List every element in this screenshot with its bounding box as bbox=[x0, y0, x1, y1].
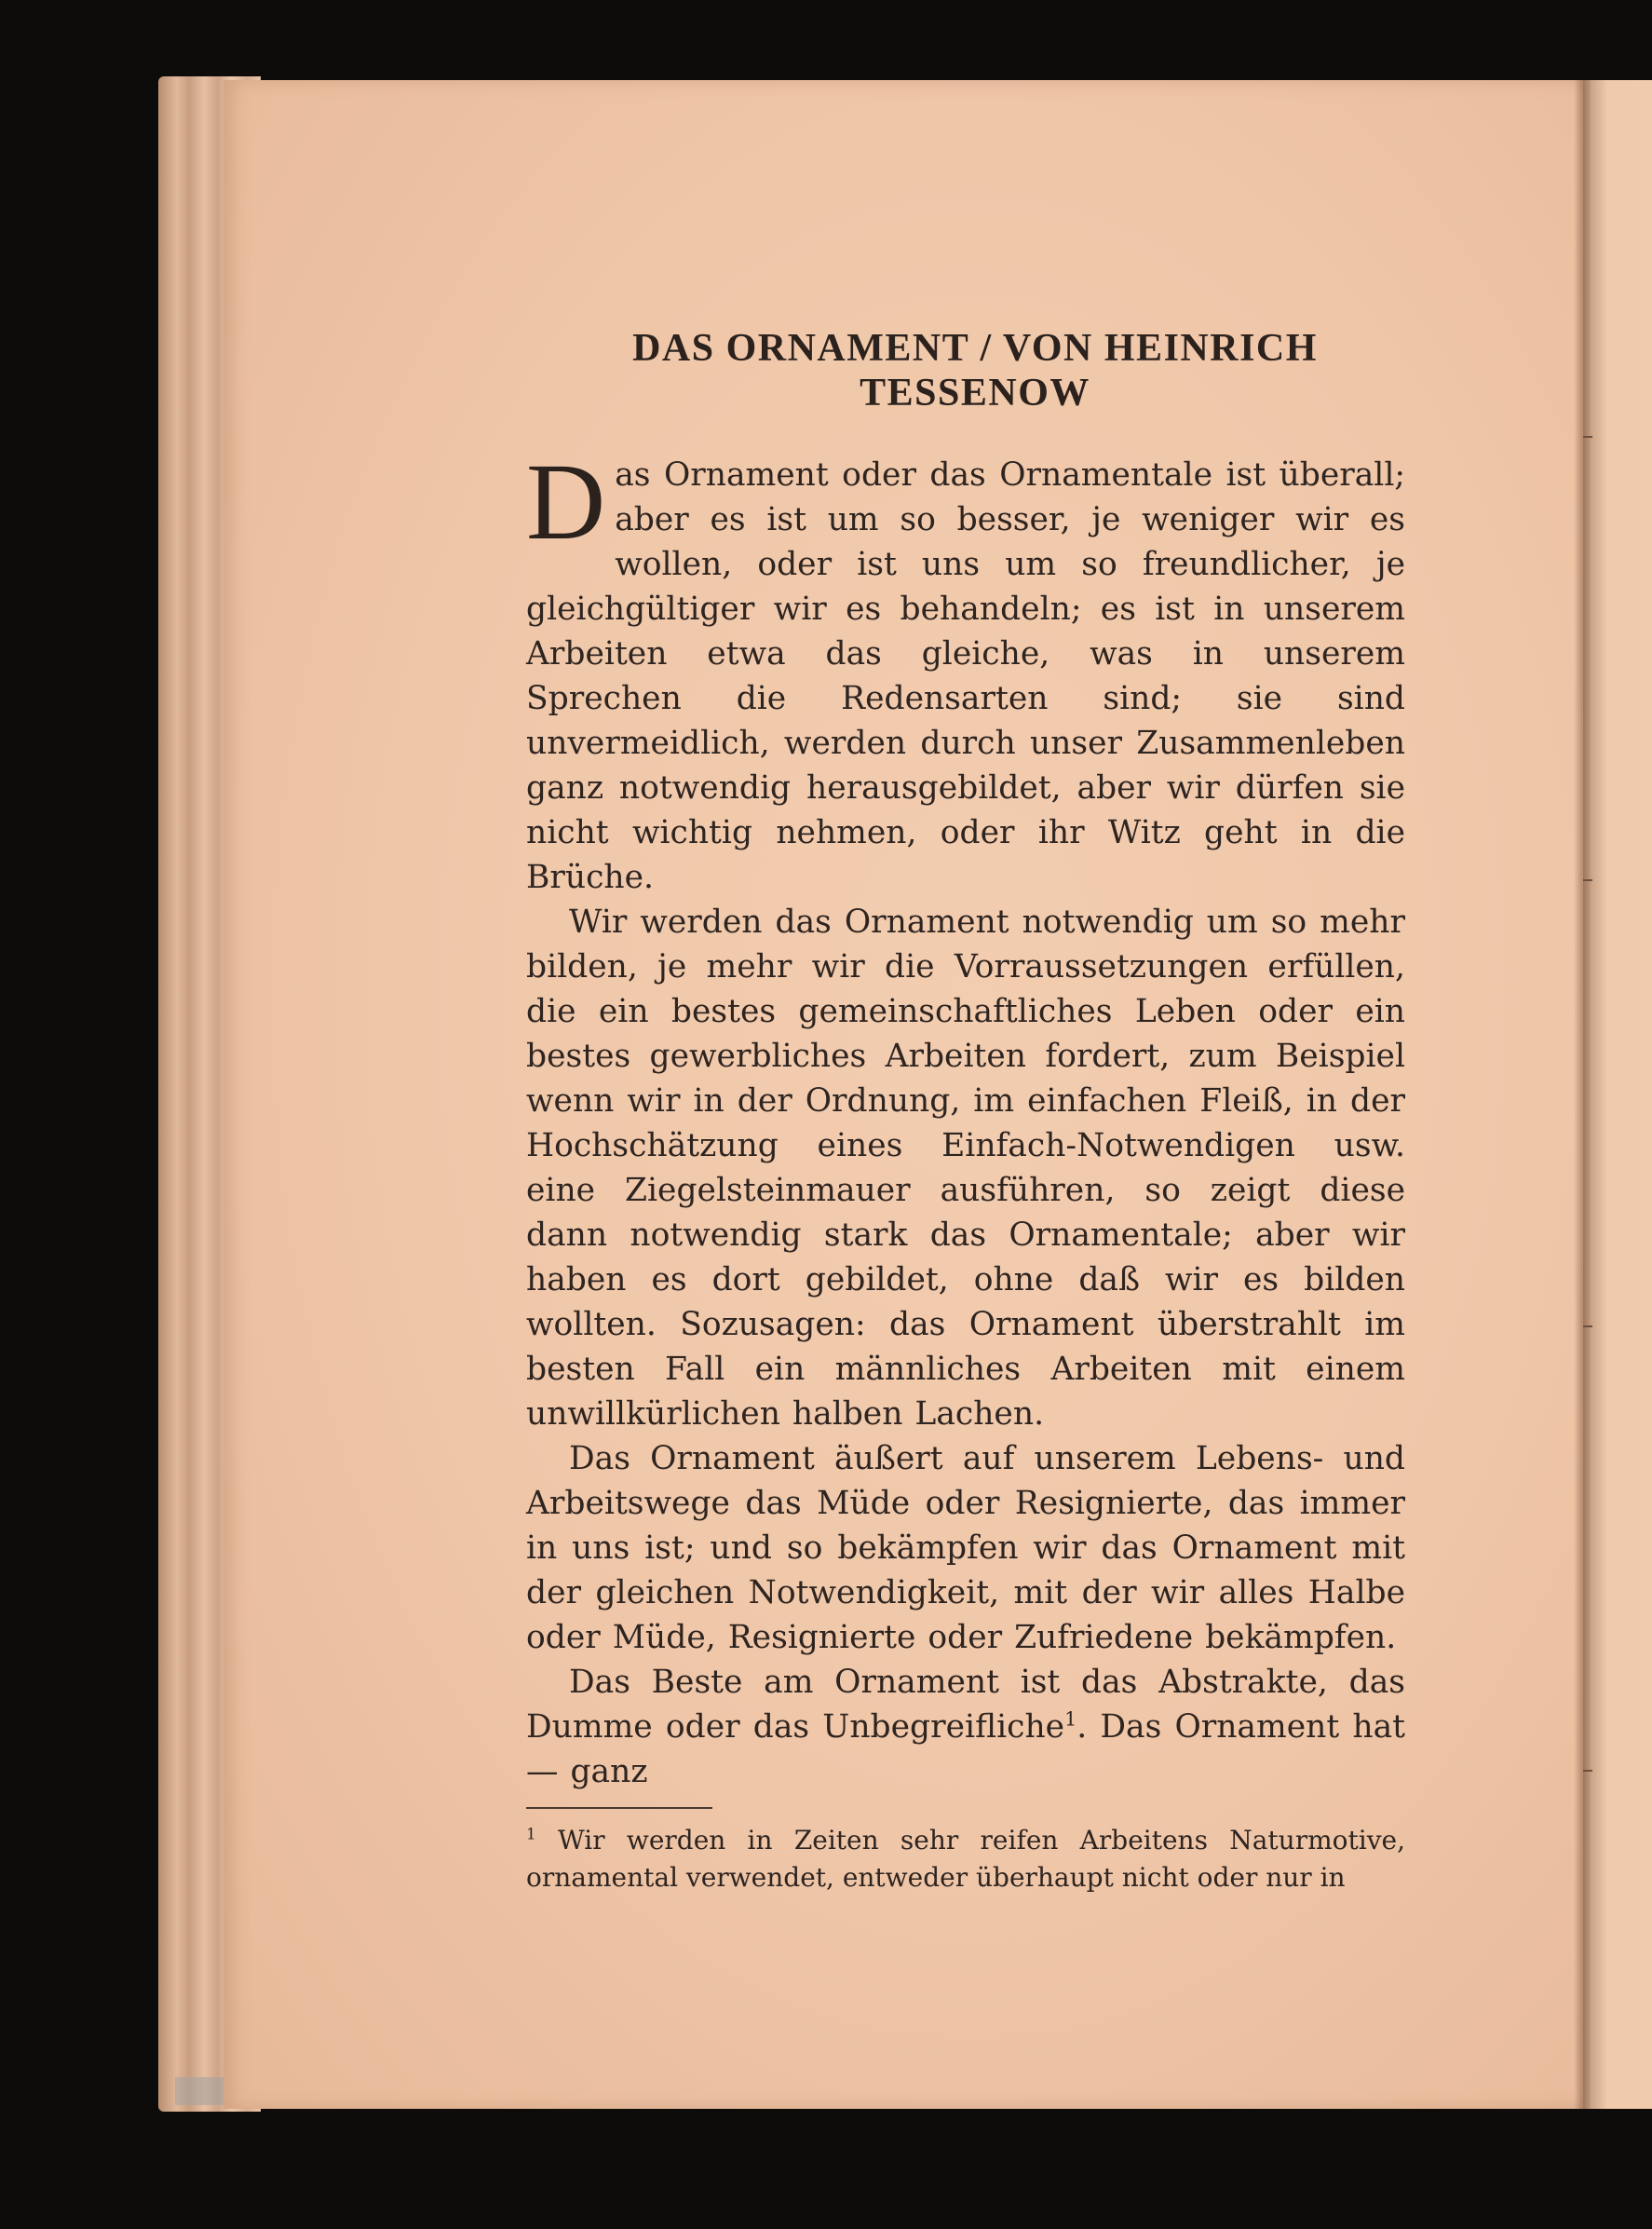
footnote bbox=[526, 1822, 1405, 1896]
footnote-text: Wir werden in Zeiten sehr reifen Arbeitens Naturmotive, ornamental verwendet, entweder überhaupt nicht oder nur in bbox=[526, 1825, 1405, 1893]
paragraph-2-text: Wir werden das Ornament notwendig um so mehr bilden, je mehr wir die Vorraussetzungen erfüllen, die ein bestes gemeinschaftliches Leben oder ein bestes gewerbliches Arbeiten fordert, zum Beispiel wenn wir in der Ordnung, im einfachen Fleiß, in der Hochschätzung eines Einfach-Notwendigen usw. eine Ziegelsteinmauer ausführen, so zeigt diese dann notwendig stark das Ornamentale; aber wir haben es dort gebildet, ohne daß wir es bilden wollten. Sozusagen: das Ornament überstrahlt im besten Fall ein männliches Arbeiten mit einem unwillkürlichen halben Lachen. bbox=[526, 904, 1405, 1433]
title-line-2: TESSENOW bbox=[860, 372, 1090, 415]
drop-cap: D bbox=[526, 441, 606, 563]
title-line-1: DAS ORNAMENT / VON HEINRICH bbox=[632, 327, 1318, 370]
paragraph-2 bbox=[526, 900, 1405, 1436]
footnote-reference: 1 bbox=[1064, 1707, 1077, 1731]
text-block bbox=[526, 326, 1405, 1896]
footnote-marker: 1 bbox=[526, 1824, 536, 1843]
footnote-rule bbox=[526, 1807, 712, 1809]
paragraph-4-text-continued: . Das Ornament hat — ganz bbox=[526, 1708, 1406, 1790]
page-mark bbox=[1583, 1325, 1592, 1327]
page-mark bbox=[1583, 436, 1592, 438]
paragraph-3-text: Das Ornament äußert auf unserem Lebens- und Arbeitswege das Müde oder Resignierte, das immer in uns ist; und so bekämpfen wir das Ornament mit der gleichen Notwendigkeit, mit der wir alles Halbe oder Müde, Resignierte oder Zufriedene bekämpfen. bbox=[526, 1440, 1405, 1656]
book-gutter bbox=[1574, 80, 1591, 2109]
paragraph-3 bbox=[526, 1436, 1405, 1660]
paragraph-1-text: as Ornament oder das Ornamentale ist überall; aber es ist um so besser, je weniger wir es wollen, oder ist uns um so freundlicher, je gleichgültiger wir es behandeln; es ist in unserem Arbeiten etwa das gleiche, was in unserem Sprechen die Redensarten sind; sie sind unvermeidlich, werden durch unser Zusammenleben ganz notwendig herausgebildet, aber wir dürfen sie nicht wichtig nehmen, oder ihr Witz geht in die Brüche. bbox=[526, 456, 1405, 896]
paragraph-4-text: Das Beste am Ornament ist das Abstrakte, das Dumme oder das Unbegreifliche bbox=[526, 1664, 1405, 1746]
page-mark bbox=[1583, 879, 1592, 881]
article-title bbox=[545, 326, 1405, 415]
paragraph-1 bbox=[526, 441, 1405, 900]
paragraph-4 bbox=[526, 1660, 1405, 1794]
page-mark bbox=[1583, 1770, 1592, 1772]
facing-page bbox=[1583, 80, 1652, 2109]
